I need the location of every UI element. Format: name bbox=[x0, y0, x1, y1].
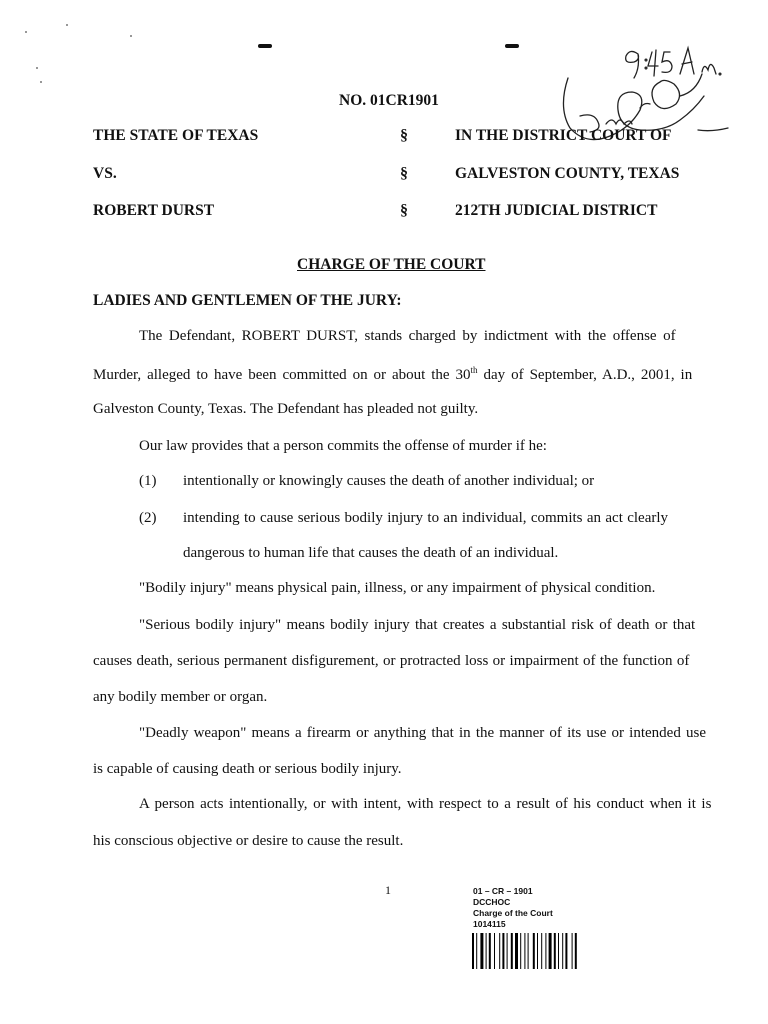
barcode-bar bbox=[554, 933, 556, 969]
barcode-label-line: Charge of the Court bbox=[473, 908, 553, 918]
scan-speck bbox=[40, 81, 42, 83]
list-item: intending to cause serious bodily injury to an individual, commits an act clearly bbox=[183, 510, 669, 526]
case-number: NO. 01CR1901 bbox=[339, 92, 439, 109]
ordinal-suffix: th bbox=[470, 365, 478, 375]
document-title: CHARGE OF THE COURT bbox=[297, 256, 486, 273]
court-county: GALVESTON COUNTY, TEXAS bbox=[455, 165, 680, 182]
definition: "Bodily injury" means physical pain, illness, or any impairment of physical condition. bbox=[139, 580, 656, 596]
barcode-bar bbox=[480, 933, 483, 969]
barcode-bar bbox=[549, 933, 552, 969]
definition: any bodily member or organ. bbox=[93, 689, 268, 705]
barcode bbox=[472, 933, 606, 969]
barcode-bar bbox=[558, 933, 559, 969]
scan-speck bbox=[66, 24, 68, 26]
section-symbol: § bbox=[400, 202, 408, 219]
court-name: IN THE DISTRICT COURT OF bbox=[455, 127, 672, 144]
list-number: (2) bbox=[139, 510, 157, 526]
barcode-bar bbox=[494, 933, 495, 969]
barcode-bar bbox=[507, 933, 508, 969]
definition: "Serious bodily injury" means bodily injury that creates a substantial risk of death or that bbox=[139, 617, 696, 633]
barcode-bar bbox=[524, 933, 525, 969]
paragraph-text: day of September, A.D., 2001, in bbox=[477, 367, 693, 383]
barcode-bar bbox=[502, 933, 504, 969]
list-item: dangerous to human life that causes the death of an individual. bbox=[183, 545, 559, 561]
barcode-bar bbox=[541, 933, 542, 969]
scan-speck bbox=[36, 67, 38, 69]
barcode-bar bbox=[533, 933, 535, 969]
section-symbol: § bbox=[400, 165, 408, 182]
barcode-label bbox=[473, 886, 553, 930]
definition: "Deadly weapon" means a firearm or anything that in the manner of its use or intended use bbox=[139, 725, 706, 741]
barcode-label-line: 1014115 bbox=[473, 919, 506, 929]
barcode-bar bbox=[515, 933, 518, 969]
staple-mark-right bbox=[505, 44, 519, 48]
paragraph-line: The Defendant, ROBERT DURST, stands charged by indictment with the offense of bbox=[139, 328, 676, 344]
definition: is capable of causing death or serious bodily injury. bbox=[93, 761, 402, 777]
caption-party-state: THE STATE OF TEXAS bbox=[93, 127, 259, 144]
list-number: (1) bbox=[139, 473, 157, 489]
caption-versus: VS. bbox=[93, 165, 117, 182]
barcode-bar bbox=[472, 933, 474, 969]
paragraph-line bbox=[93, 366, 692, 383]
barcode-bar bbox=[476, 933, 477, 969]
barcode-bar bbox=[575, 933, 577, 969]
barcode-bar bbox=[528, 933, 529, 969]
page-number: 1 bbox=[385, 883, 391, 897]
barcode-bar bbox=[572, 933, 573, 969]
section-symbol: § bbox=[400, 127, 408, 144]
barcode-bar bbox=[545, 933, 546, 969]
paragraph-text: Murder, alleged to have been committed on or about the 30 bbox=[93, 367, 471, 383]
barcode-bar bbox=[520, 933, 521, 969]
barcode-bar bbox=[565, 933, 567, 969]
list-item: intentionally or knowingly causes the death of another individual; or bbox=[183, 473, 595, 489]
definition: A person acts intentionally, or with intent, with respect to a result of his conduct when it is bbox=[139, 796, 712, 812]
jury-salutation: LADIES AND GENTLEMEN OF THE JURY: bbox=[93, 292, 402, 309]
barcode-bar bbox=[511, 933, 513, 969]
barcode-label-line: 01 – CR – 1901 bbox=[473, 886, 533, 896]
barcode-label-line: DCCHOC bbox=[473, 897, 511, 907]
barcode-bar bbox=[489, 933, 491, 969]
barcode-bar bbox=[537, 933, 538, 969]
paragraph-line: Galveston County, Texas. The Defendant has pleaded not guilty. bbox=[93, 401, 479, 417]
staple-mark-left bbox=[258, 44, 272, 48]
paragraph-line: Our law provides that a person commits the offense of murder if he: bbox=[139, 438, 547, 454]
barcode-bar bbox=[499, 933, 500, 969]
barcode-bar bbox=[562, 933, 563, 969]
caption-party-defendant: ROBERT DURST bbox=[93, 202, 215, 219]
scan-speck bbox=[25, 31, 27, 33]
scan-speck bbox=[130, 35, 132, 37]
barcode-bar bbox=[486, 933, 487, 969]
court-district: 212TH JUDICIAL DISTRICT bbox=[455, 202, 658, 219]
definition: his conscious objective or desire to cause the result. bbox=[93, 833, 404, 849]
definition: causes death, serious permanent disfigurement, or protracted loss or impairment of the function of bbox=[93, 653, 690, 669]
